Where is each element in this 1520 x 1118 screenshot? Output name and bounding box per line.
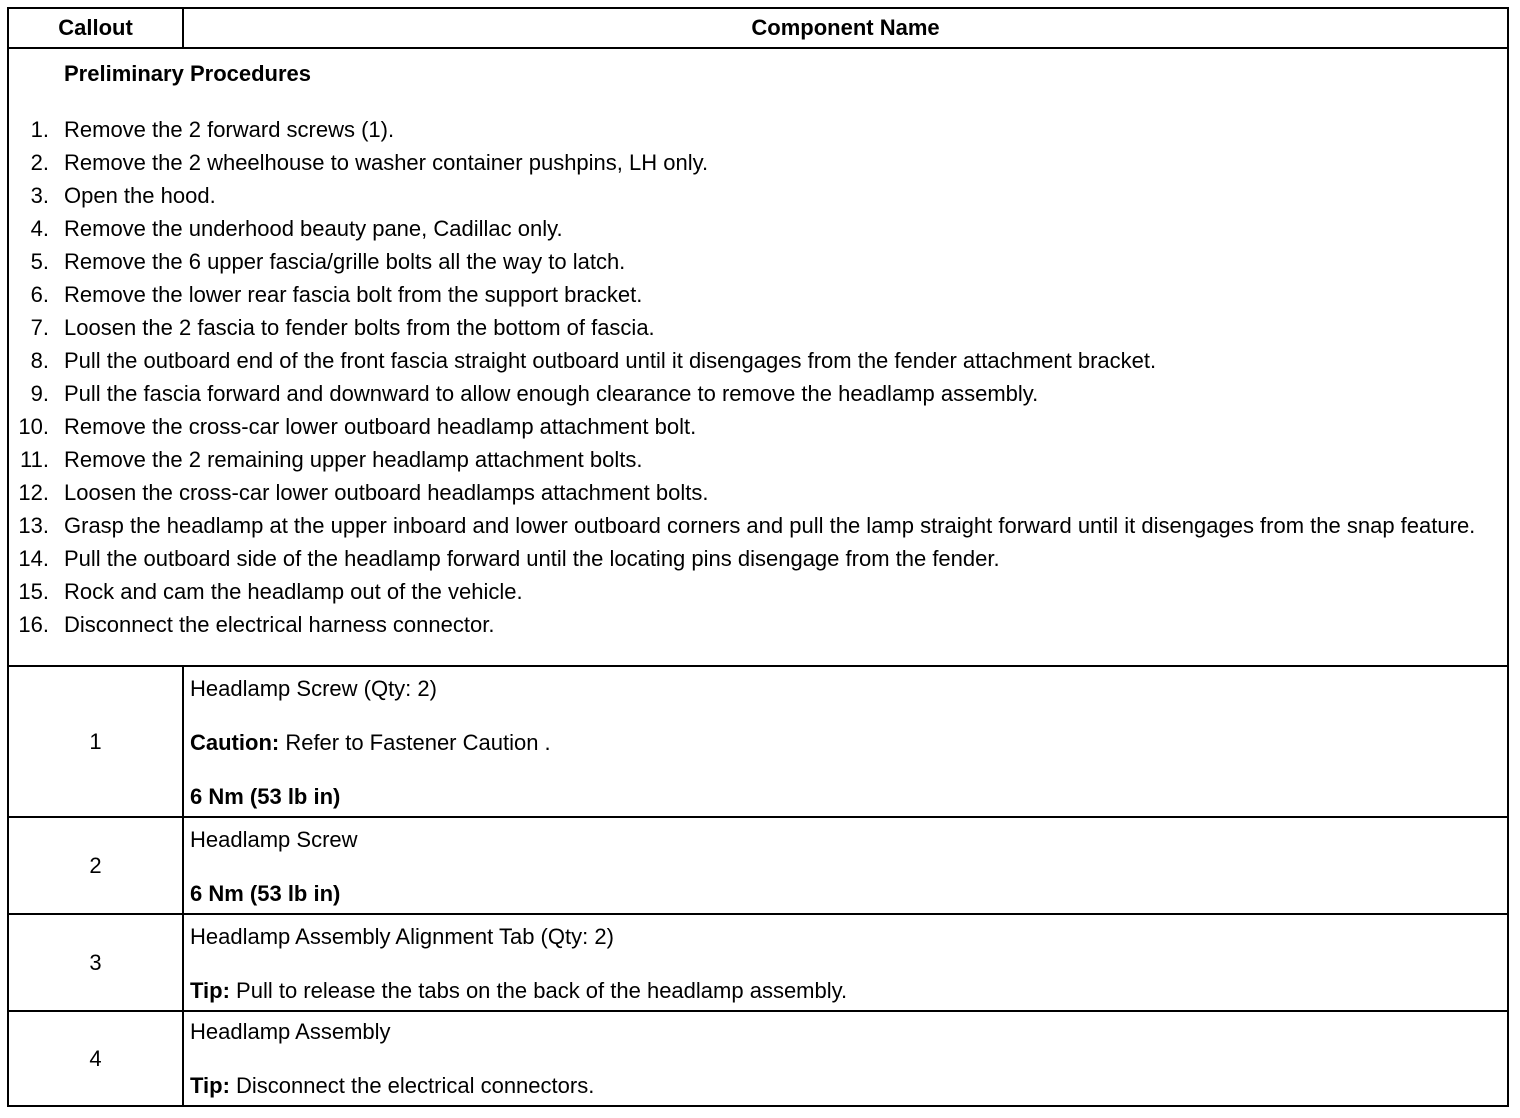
list-item — [9, 247, 1499, 277]
tip-text: Pull to release the tabs on the back of the headlamp assembly. — [229, 978, 848, 1003]
component-name: Headlamp Screw — [190, 827, 358, 852]
preliminary-steps — [9, 115, 1499, 643]
table-row — [8, 1011, 1508, 1106]
list-item — [9, 577, 1499, 607]
list-item — [9, 445, 1499, 475]
caution-note — [190, 731, 1507, 755]
step-number: 3. — [30, 183, 49, 208]
step-number: 7. — [30, 315, 49, 340]
callout-cell: 1 — [8, 666, 183, 817]
step-text: Remove the 2 forward screws (1). — [64, 117, 395, 142]
step-number: 8. — [30, 348, 49, 373]
list-item — [9, 478, 1499, 508]
step-text: Remove the lower rear fascia bolt from the support bracket. — [64, 282, 643, 307]
step-number: 11. — [20, 447, 49, 472]
list-item — [9, 181, 1499, 211]
list-item — [9, 148, 1499, 178]
caution-text: Refer to Fastener Caution . — [279, 730, 551, 755]
step-text: Pull the outboard end of the front fascia straight outboard until it disengages from the fender attachment bracket. — [64, 348, 1157, 373]
list-item — [9, 379, 1499, 409]
step-text: Open the hood. — [64, 183, 216, 208]
list-item — [9, 511, 1499, 541]
step-text: Disconnect the electrical harness connector. — [64, 612, 495, 637]
header-row — [8, 8, 1508, 48]
step-number: 1. — [30, 117, 49, 142]
step-text: Remove the 2 remaining upper headlamp attachment bolts. — [64, 447, 643, 472]
component-name: Headlamp Assembly — [190, 1019, 391, 1044]
caution-label: Caution: — [190, 730, 280, 755]
step-number: 13. — [18, 513, 49, 538]
tip-label: Tip: — [190, 1073, 230, 1098]
list-item — [9, 280, 1499, 310]
torque-spec: 6 Nm (53 lb in) — [190, 881, 341, 906]
step-text: Pull the outboard side of the headlamp forward until the locating pins disengage from the fender. — [64, 546, 1000, 571]
preliminary-row — [8, 48, 1508, 666]
component-cell — [183, 1011, 1508, 1106]
callout-cell: 4 — [8, 1011, 183, 1106]
step-text: Remove the 6 upper fascia/grille bolts all the way to latch. — [64, 249, 626, 274]
component-cell — [183, 666, 1508, 817]
step-text: Remove the underhood beauty pane, Cadillac only. — [64, 216, 563, 241]
step-number: 4. — [30, 216, 49, 241]
step-number: 16. — [18, 612, 49, 637]
torque-spec: 6 Nm (53 lb in) — [190, 784, 341, 809]
tip-note — [190, 1074, 1507, 1098]
table-row — [8, 817, 1508, 914]
step-text: Pull the fascia forward and downward to allow enough clearance to remove the headlamp assembly. — [64, 381, 1039, 406]
table-row — [8, 914, 1508, 1011]
tip-label: Tip: — [190, 978, 230, 1003]
tip-text: Disconnect the electrical connectors. — [229, 1073, 595, 1098]
component-name: Headlamp Screw (Qty: 2) — [190, 676, 437, 701]
list-item — [9, 115, 1499, 145]
step-number: 10. — [18, 414, 49, 439]
step-text: Loosen the 2 fascia to fender bolts from the bottom of fascia. — [64, 315, 655, 340]
step-number: 6. — [30, 282, 49, 307]
callout-cell: 2 — [8, 817, 183, 914]
component-cell — [183, 817, 1508, 914]
table-row — [8, 666, 1508, 817]
step-text: Grasp the headlamp at the upper inboard and lower outboard corners and pull the lamp straight forward until it disengages from the snap feature. — [64, 513, 1476, 538]
step-number: 9. — [30, 381, 49, 406]
callout-header: Callout — [8, 8, 183, 48]
list-item — [9, 412, 1499, 442]
list-item — [9, 610, 1499, 640]
step-number: 2. — [30, 150, 49, 175]
preliminary-title: Preliminary Procedures — [64, 61, 312, 86]
step-text: Remove the cross-car lower outboard headlamp attachment bolt. — [64, 414, 697, 439]
step-text: Remove the 2 wheelhouse to washer container pushpins, LH only. — [64, 150, 709, 175]
component-name: Headlamp Assembly Alignment Tab (Qty: 2) — [190, 924, 614, 949]
list-item — [9, 313, 1499, 343]
components-table — [7, 7, 1509, 1107]
tip-note — [190, 979, 1507, 1003]
component-cell — [183, 914, 1508, 1011]
component-name-header: Component Name — [183, 8, 1508, 48]
step-number: 14. — [18, 546, 49, 571]
step-number: 12. — [18, 480, 49, 505]
preliminary-cell — [8, 48, 1508, 666]
list-item — [9, 544, 1499, 574]
step-text: Rock and cam the headlamp out of the vehicle. — [64, 579, 523, 604]
step-number: 5. — [30, 249, 49, 274]
callout-cell: 3 — [8, 914, 183, 1011]
list-item — [9, 346, 1499, 376]
list-item — [9, 214, 1499, 244]
step-text: Loosen the cross-car lower outboard headlamps attachment bolts. — [64, 480, 709, 505]
step-number: 15. — [18, 579, 49, 604]
